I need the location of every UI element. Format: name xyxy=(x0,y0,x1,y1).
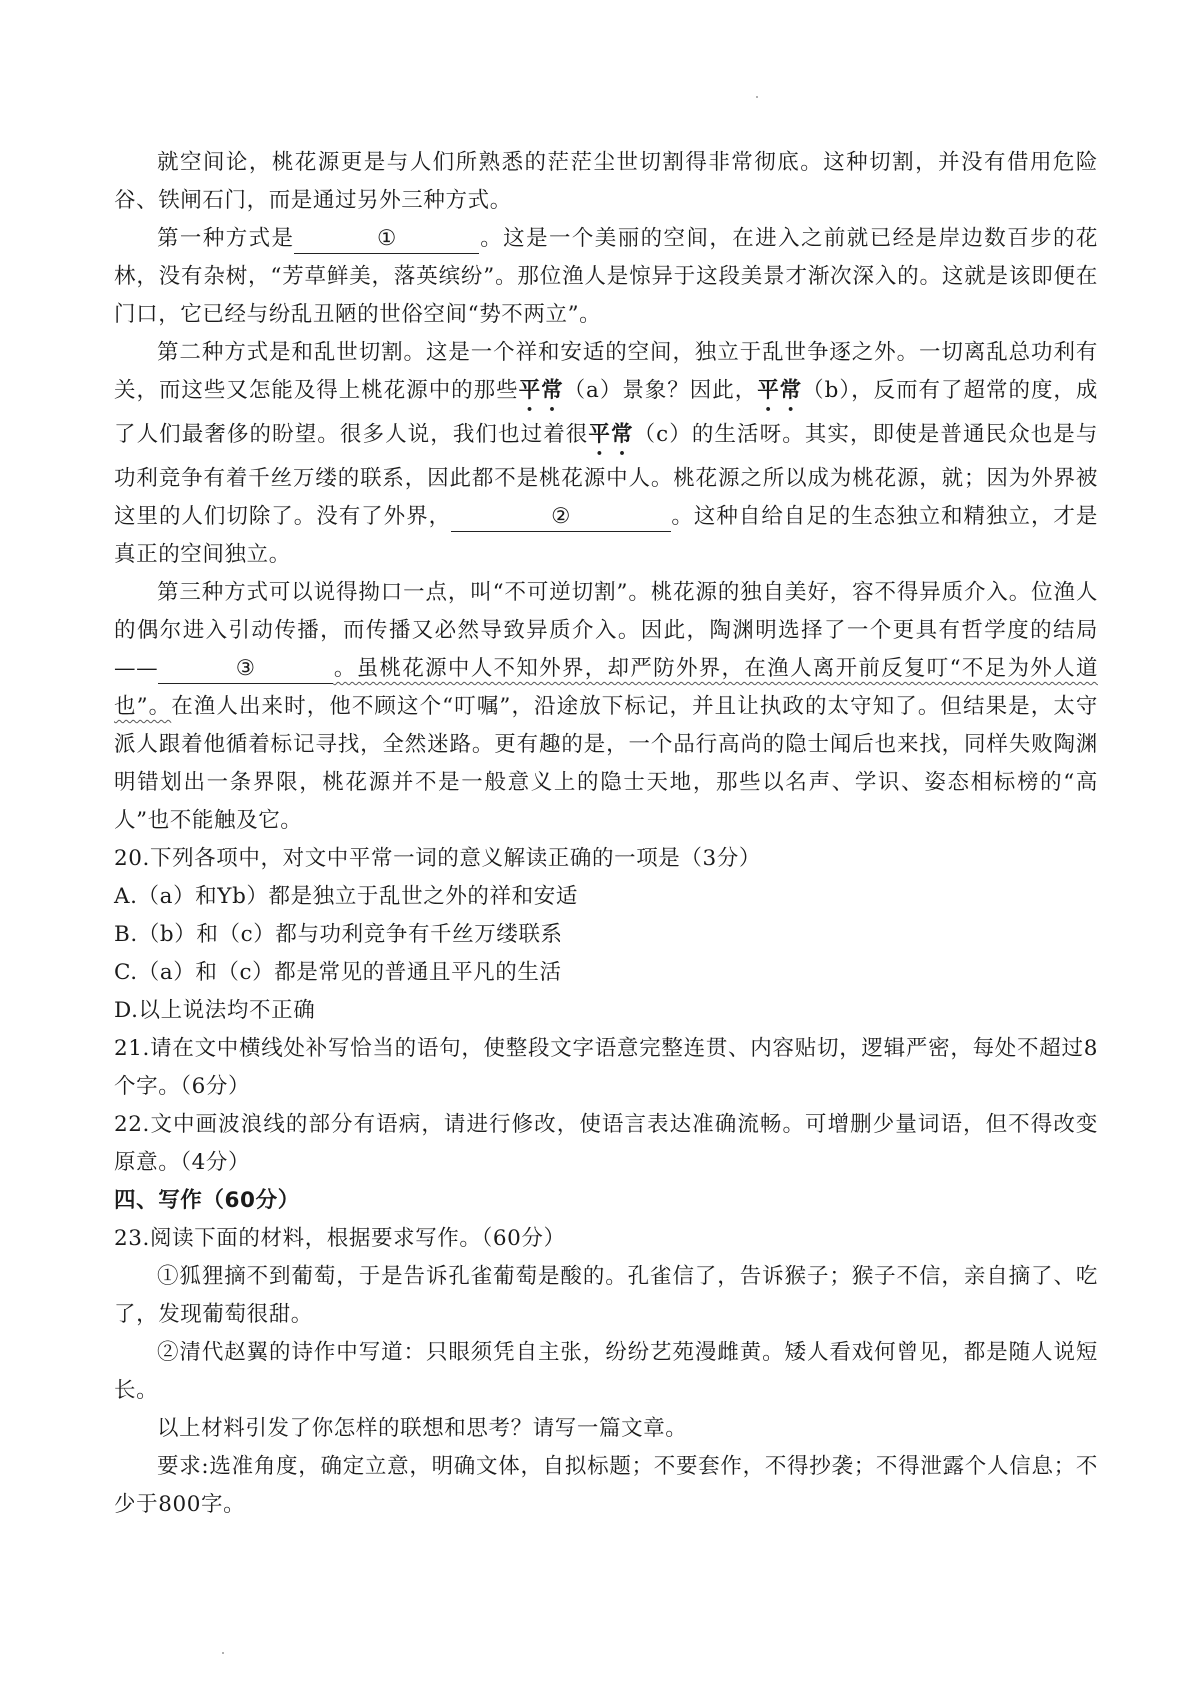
question-22: 22.文中画波浪线的部分有语病，请进行修改，使语言表达准确流畅。可增删少量词语，但不得改变原意。（4分） xyxy=(114,1112,1098,1175)
text-segment: 第三种方式可以说得拗口一点，叫“不可逆切割”。桃花源的独自美好，容不得异质介入。位渔人的偶尔进入引动传播，而传播又必然导致异质介入。因此，陶渊明选择了一个更具有哲学度的结局—— xyxy=(114,580,1098,681)
text-segment: 第二种方式是和乱世切割。这是一个祥和安适的空间，独立于乱世争逐之外。一切离乱总功利有关，而这些又怎能及得上桃花源中的那些 xyxy=(114,340,1098,403)
passage-paragraph-4 xyxy=(114,574,1098,840)
writing-material-1: ①狐狸摘不到葡萄，于是告诉孔雀葡萄是酸的。孔雀信了，告诉猴子；猴子不信，亲自摘了、吃了，发现葡萄很甜。 xyxy=(114,1264,1098,1327)
question-20-option-a: A.（a）和Yb）都是独立于乱世之外的祥和安适 xyxy=(114,884,578,909)
text-segment: 。这种自给自足的生态独立和精独立，才是真正的空间独立。 xyxy=(114,504,1098,567)
scan-speck xyxy=(756,96,758,98)
text-segment: （a）景象？因此， xyxy=(563,378,758,403)
page-content xyxy=(114,144,1098,1524)
text-segment: 第一种方式是 xyxy=(157,226,295,251)
question-20-option-c: C.（a）和（c）都是常见的普通且平凡的生活 xyxy=(114,960,562,985)
text-segment: 。这是一个美丽的空间，在进入之前就已经是岸边数百步的花林，没有杂树，“芳草鲜美，落英缤纷”。那位渔人是惊异于这段美景才渐次深入的。这就是该即便在门口，它已经与纷乱丑陋的世俗空间“势不两立”。 xyxy=(114,226,1098,327)
question-20-option-d: D.以上说法均不正确 xyxy=(114,998,316,1023)
answer-blank-1: ① xyxy=(294,225,479,254)
writing-material-2: ②清代赵翼的诗作中写道：只眼须凭自主张，纷纷艺苑漫雌黄。矮人看戏何曾见，都是随人说短长。 xyxy=(114,1340,1098,1403)
passage-paragraph-1: 就空间论，桃花源更是与人们所熟悉的茫茫尘世切割得非常彻底。这种切割，并没有借用危险谷、铁闸石门，而是通过另外三种方式。 xyxy=(114,150,1098,213)
section-title-writing: 四、写作（60分） xyxy=(114,1188,300,1213)
answer-blank-2: ② xyxy=(451,503,671,532)
text-segment: （c）的生活呀。其实，即使是普通民众也是与功利竞争有着千丝万缕的联系，因此都不是桃花源中人。桃花源之所以成为桃花源，就；因为外界被这里的人们切除了。没有了外界， xyxy=(114,422,1098,529)
writing-prompt: 以上材料引发了你怎样的联想和思考？请写一篇文章。 xyxy=(157,1416,688,1441)
text-segment: （b），反而有了超常的度，成了人们最奢侈的盼望。很多人说，我们也过着很 xyxy=(114,378,1098,447)
emphasized-word-a: 平常 xyxy=(518,378,564,403)
emphasized-word-c: 平常 xyxy=(588,422,634,447)
question-21: 21.请在文中横线处补写恰当的语句，使整段文字语意完整连贯、内容贴切，逻辑严密，每处不超过8个字。（6分） xyxy=(114,1036,1098,1099)
scan-speck xyxy=(222,1652,224,1654)
writing-requirements: 要求:选准角度，确定立意，明确文体，自拟标题；不要套作，不得抄袭；不得泄露个人信息；不少于800字。 xyxy=(114,1454,1098,1517)
wavy-underlined-sentence: 。虽桃花源中人不知外界，却严防外界，在渔人离开前反复叮“不足为外人道也”。 xyxy=(114,656,1098,719)
text-segment: 在渔人出来时，他不顾这个“叮嘱”，沿途放下标记，并且让执政的太守知了。但结果是，太守派人跟着他循着标记寻找，全然迷路。更有趣的是，一个品行高尚的隐士闻后也来找，同样失败陶渊明错划出一条界限，桃花源并不是一般意义上的隐士天地，那些以名声、学识、姿态相标榜的“高人”也不能触及它。 xyxy=(114,694,1099,833)
answer-blank-3: ③ xyxy=(158,655,333,684)
question-20: 20.下列各项中，对文中平常一词的意义解读正确的一项是（3分） xyxy=(114,846,761,871)
emphasized-word-b: 平常 xyxy=(757,378,803,403)
question-23: 23.阅读下面的材料，根据要求写作。（60分） xyxy=(114,1226,566,1251)
passage-paragraph-2 xyxy=(114,220,1098,334)
passage-paragraph-3 xyxy=(114,334,1098,574)
question-20-option-b: B.（b）和（c）都与功利竞争有千丝万缕联系 xyxy=(114,922,563,947)
